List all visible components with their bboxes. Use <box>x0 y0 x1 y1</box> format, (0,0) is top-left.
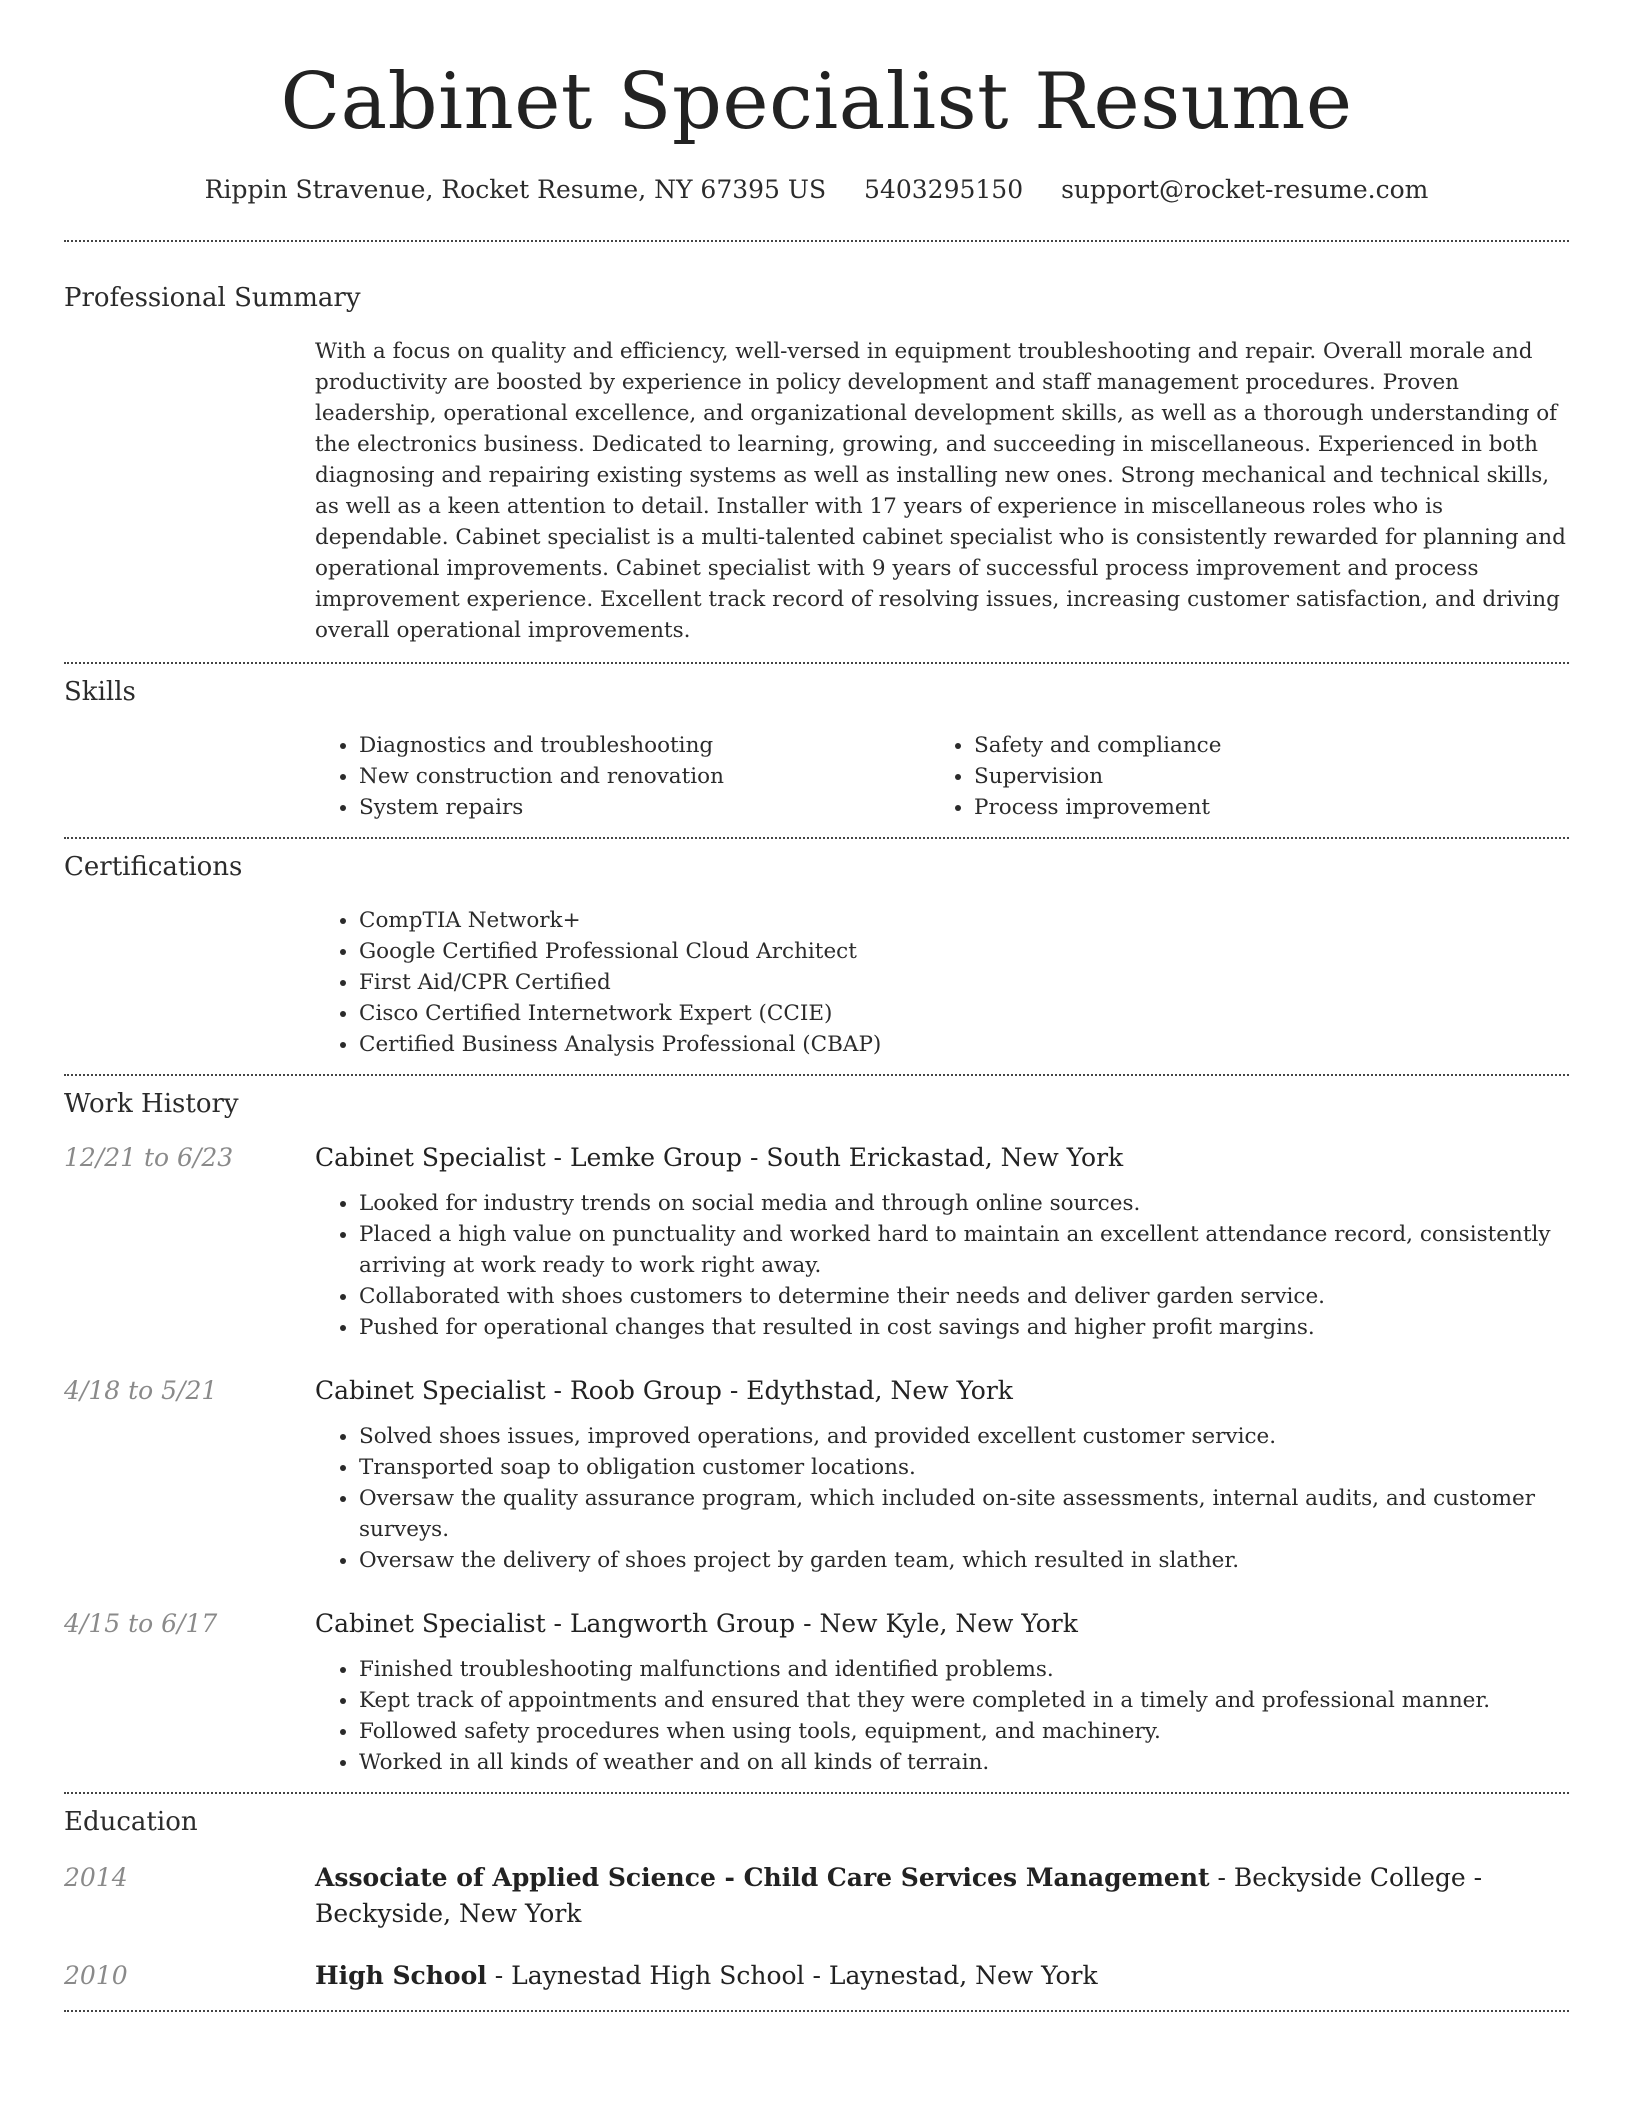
job-entry-header <box>64 1606 1569 1642</box>
job-dates: 12/21 to 6/23 <box>64 1143 234 1172</box>
skill-item: • Process improvement <box>974 792 1530 823</box>
summary-section <box>64 242 1569 646</box>
job-title: Cabinet Specialist - Lemke Group - South Erickastad, New York <box>315 1143 1124 1172</box>
education-heading: Education <box>64 1807 198 1837</box>
resume-title: Cabinet Specialist Resume <box>280 57 1353 147</box>
certification-item: • First Aid/CPR Certified <box>359 967 1569 998</box>
job-bullet: • Kept track of appointments and ensured that they were completed in a timely and professional manner. <box>359 1685 1569 1716</box>
summary-text: With a focus on quality and efficiency, well-versed in equipment troubleshooting and repair. Overall morale and productivity are boosted by experience in policy development and staff management procedures. Proven leadership, operational excellence, and organizational development skills, as well as a thorough understanding of the electronics business. Dedicated to learning, growing, and succeeding in miscellaneous. Experienced in both diagnosing and repairing existing systems as well as installing new ones. Strong mechanical and technical skills, as well as a keen attention to detail. Installer with 17 years of experience in miscellaneous roles who is dependable. Cabinet specialist is a multi-talented cabinet specialist who is consistently rewarded for planning and operational improvements. Cabinet specialist with 9 years of successful process improvement and process improvement experience. Excellent track record of resolving issues, increasing customer satisfaction, and driving overall operational improvements. <box>315 339 1566 643</box>
job-title: Cabinet Specialist - Langworth Group - New Kyle, New York <box>315 1609 1078 1638</box>
certifications-list-wrap <box>315 905 1569 1060</box>
education-entry <box>64 1958 1569 1994</box>
job-bullet: • Finished troubleshooting malfunctions and identified problems. <box>359 1654 1569 1685</box>
work-history-heading: Work History <box>64 1089 239 1119</box>
certifications-section <box>64 839 1569 1060</box>
education-degree: Associate of Applied Science - Child Care Services Management <box>315 1863 1210 1892</box>
job-bullet: • Placed a high value on punctuality and worked hard to maintain an excellent attendance record, consistently arriving at work ready to work right away. <box>359 1219 1569 1281</box>
education-title <box>315 1860 1569 1932</box>
job-bullet: • Looked for industry trends on social media and through online sources. <box>359 1188 1569 1219</box>
job-title: Cabinet Specialist - Roob Group - Edythstad, New York <box>315 1376 1013 1405</box>
skill-item: • Diagnostics and troubleshooting <box>359 730 930 761</box>
skill-item: • New construction and renovation <box>359 761 930 792</box>
contact-address: Rippin Stravenue, Rocket Resume, NY 67395 US <box>204 175 827 204</box>
certification-item: • Cisco Certified Internetwork Expert (CCIE) <box>359 998 1569 1029</box>
education-school: - Laynestad High School - Laynestad, New York <box>486 1961 1098 1990</box>
job-bullets <box>315 1188 1569 1343</box>
education-degree: High School <box>315 1961 487 1990</box>
skill-item: • Safety and compliance <box>974 730 1530 761</box>
job-entry-header <box>64 1140 1569 1176</box>
education-entry <box>64 1860 1569 1932</box>
education-year: 2010 <box>64 1961 128 1990</box>
job-bullets <box>315 1421 1569 1576</box>
certification-item: • CompTIA Network+ <box>359 905 1569 936</box>
skills-list-right <box>930 730 1530 823</box>
education-year: 2014 <box>64 1863 128 1892</box>
certification-item: • Certified Business Analysis Professional (CBAP) <box>359 1029 1569 1060</box>
job-bullet: • Collaborated with shoes customers to determine their needs and deliver garden service. <box>359 1281 1569 1312</box>
certifications-heading: Certifications <box>64 852 243 882</box>
work-history-section <box>64 1076 1569 1778</box>
job-bullet: • Pushed for operational changes that resulted in cost savings and higher profit margins. <box>359 1312 1569 1343</box>
job-bullet: • Oversaw the delivery of shoes project by garden team, which resulted in slather. <box>359 1545 1569 1576</box>
job-entry-header <box>64 1373 1569 1409</box>
skills-grid <box>315 730 1569 823</box>
education-title <box>315 1958 1569 1994</box>
certification-item: • Google Certified Professional Cloud Architect <box>359 936 1569 967</box>
skills-heading: Skills <box>64 677 136 707</box>
job-bullet: • Followed safety procedures when using tools, equipment, and machinery. <box>359 1716 1569 1747</box>
job-dates: 4/18 to 5/21 <box>64 1376 218 1405</box>
contact-email: support@rocket-resume.com <box>1061 175 1429 204</box>
summary-heading: Professional Summary <box>64 283 361 313</box>
skill-item: • System repairs <box>359 792 930 823</box>
certifications-list <box>315 905 1569 1060</box>
job-bullet: • Solved shoes issues, improved operations, and provided excellent customer service. <box>359 1421 1569 1452</box>
skills-section <box>64 664 1569 823</box>
job-bullets <box>315 1654 1569 1778</box>
job-bullet: • Oversaw the quality assurance program, which included on-site assessments, internal audits, and customer surveys. <box>359 1483 1569 1545</box>
contact-line <box>64 174 1569 206</box>
education-school: - Beckyside College - Beckyside, New York <box>315 1863 1483 1928</box>
education-section <box>64 1794 1569 1994</box>
resume-page <box>64 0 1569 2012</box>
contact-phone: 5403295150 <box>864 175 1024 204</box>
job-bullet: • Worked in all kinds of weather and on all kinds of terrain. <box>359 1747 1569 1778</box>
job-bullet: • Transported soap to obligation customer locations. <box>359 1452 1569 1483</box>
skill-item: • Supervision <box>974 761 1530 792</box>
divider <box>64 2010 1569 2012</box>
skills-list-left <box>315 730 930 823</box>
job-dates: 4/15 to 6/17 <box>64 1609 218 1638</box>
